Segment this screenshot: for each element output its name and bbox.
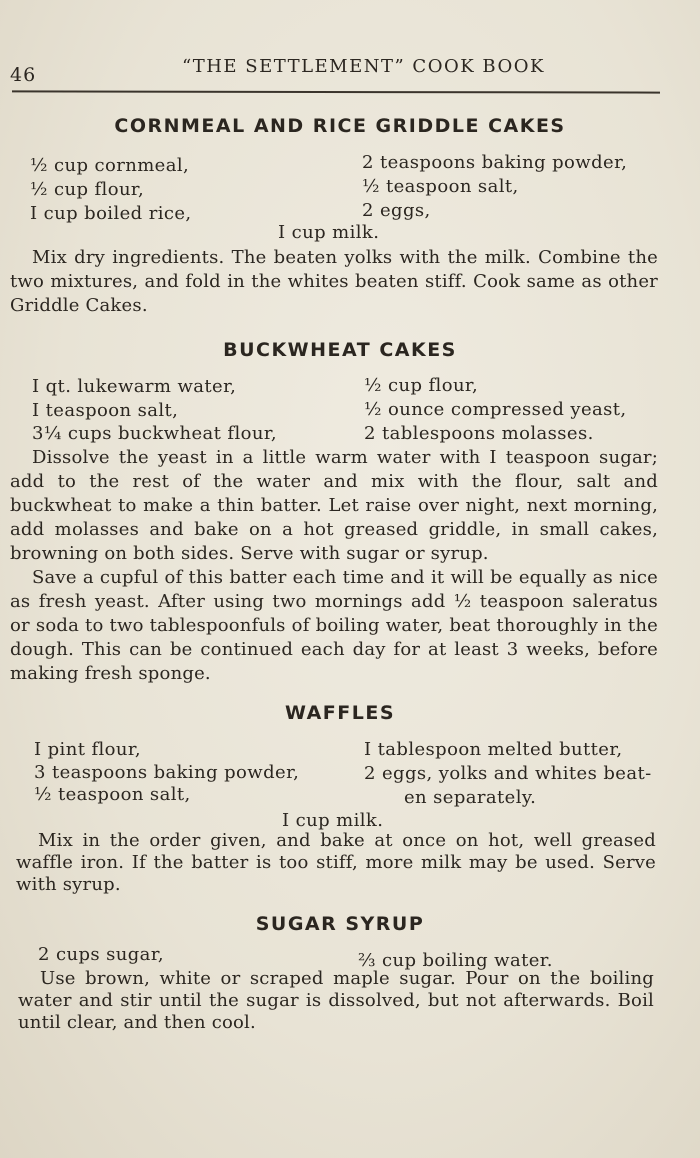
page-number: 46 xyxy=(10,64,37,86)
ingredient: 2 eggs, xyxy=(362,200,431,221)
directions-paragraph: Dissolve the yeast in a little warm water with I teaspoon sugar; add to the rest of the water and mix with the flour, salt and buckwheat to make a thin batter. Let raise over night, next morning, add molasses and bake on a hot greased griddle, in small cakes, browning on both sides. Serve with sugar or syrup. xyxy=(10,447,658,564)
directions-paragraph: Use brown, white or scraped maple sugar. Pour on the boiling water and stir until the sugar is dissolved, but not afterwards. Boil until clear, and then cool. xyxy=(18,968,654,1033)
ingredient: ½ teaspoon salt, xyxy=(34,784,191,805)
page-header xyxy=(10,56,660,86)
ingredient: 3¼ cups buckwheat flour, xyxy=(32,423,278,444)
directions-paragraph: Mix in the order given, and bake at once on hot, well greased waffle iron. If the batter is too stiff, more milk may be used. Serve with syrup. xyxy=(16,830,656,895)
ingredient: ½ cup flour, xyxy=(30,179,145,200)
ingredient: I cup boiled rice, xyxy=(30,203,192,224)
ingredient: I cup milk. xyxy=(282,810,384,831)
directions-paragraph: Mix dry ingredients. The beaten yolks with the milk. Combine the two mixtures, and fold in the whites beaten stiff. Cook same as other Griddle Cakes. xyxy=(10,247,658,316)
ingredient: ½ cup cornmeal, xyxy=(30,155,190,176)
recipe-directions xyxy=(10,246,658,318)
ingredient: I pint flour, xyxy=(34,739,142,760)
recipe-directions xyxy=(16,830,656,896)
ingredient: 2 teaspoons baking powder, xyxy=(362,152,628,173)
header-rule xyxy=(12,90,660,93)
ingredient: I qt. lukewarm water, xyxy=(32,376,237,397)
ingredient: I cup milk. xyxy=(278,222,380,243)
ingredient: 2 eggs, yolks and whites beat- xyxy=(364,763,652,784)
ingredient: ½ teaspoon salt, xyxy=(362,176,519,197)
recipe-title-cornmeal-rice-griddle-cakes: CORNMEAL AND RICE GRIDDLE CAKES xyxy=(114,115,566,137)
directions-paragraph: Save a cupful of this batter each time and it will be equally as nice as fresh yeast. After using two mornings add ½ teaspoon saleratus or soda to two tablespoonfuls of boiling water, beat thoroughly in the dough. This can be continued each day for at least 3 weeks, before making fresh sponge. xyxy=(10,567,658,684)
recipe-title-buckwheat-cakes: BUCKWHEAT CAKES xyxy=(223,339,457,361)
recipe-title-sugar-syrup: SUGAR SYRUP xyxy=(255,913,425,935)
ingredient: I tablespoon melted butter, xyxy=(364,739,623,760)
ingredient: 2 tablespoons molasses. xyxy=(364,423,594,444)
ingredient: ⅔ cup boiling water. xyxy=(358,950,553,971)
ingredient: I teaspoon salt, xyxy=(32,400,179,421)
recipe-title-waffles: WAFFLES xyxy=(284,702,396,724)
running-title: “THE SETTLEMENT” COOK BOOK xyxy=(182,56,545,77)
ingredient: ½ cup flour, xyxy=(364,375,479,396)
recipe-directions xyxy=(18,968,654,1034)
ingredient: ½ ounce compressed yeast, xyxy=(364,399,627,420)
recipe-directions xyxy=(10,446,658,686)
ingredient: 3 teaspoons baking powder, xyxy=(34,762,300,783)
ingredient: en separately. xyxy=(404,787,537,808)
ingredient: 2 cups sugar, xyxy=(38,944,164,965)
